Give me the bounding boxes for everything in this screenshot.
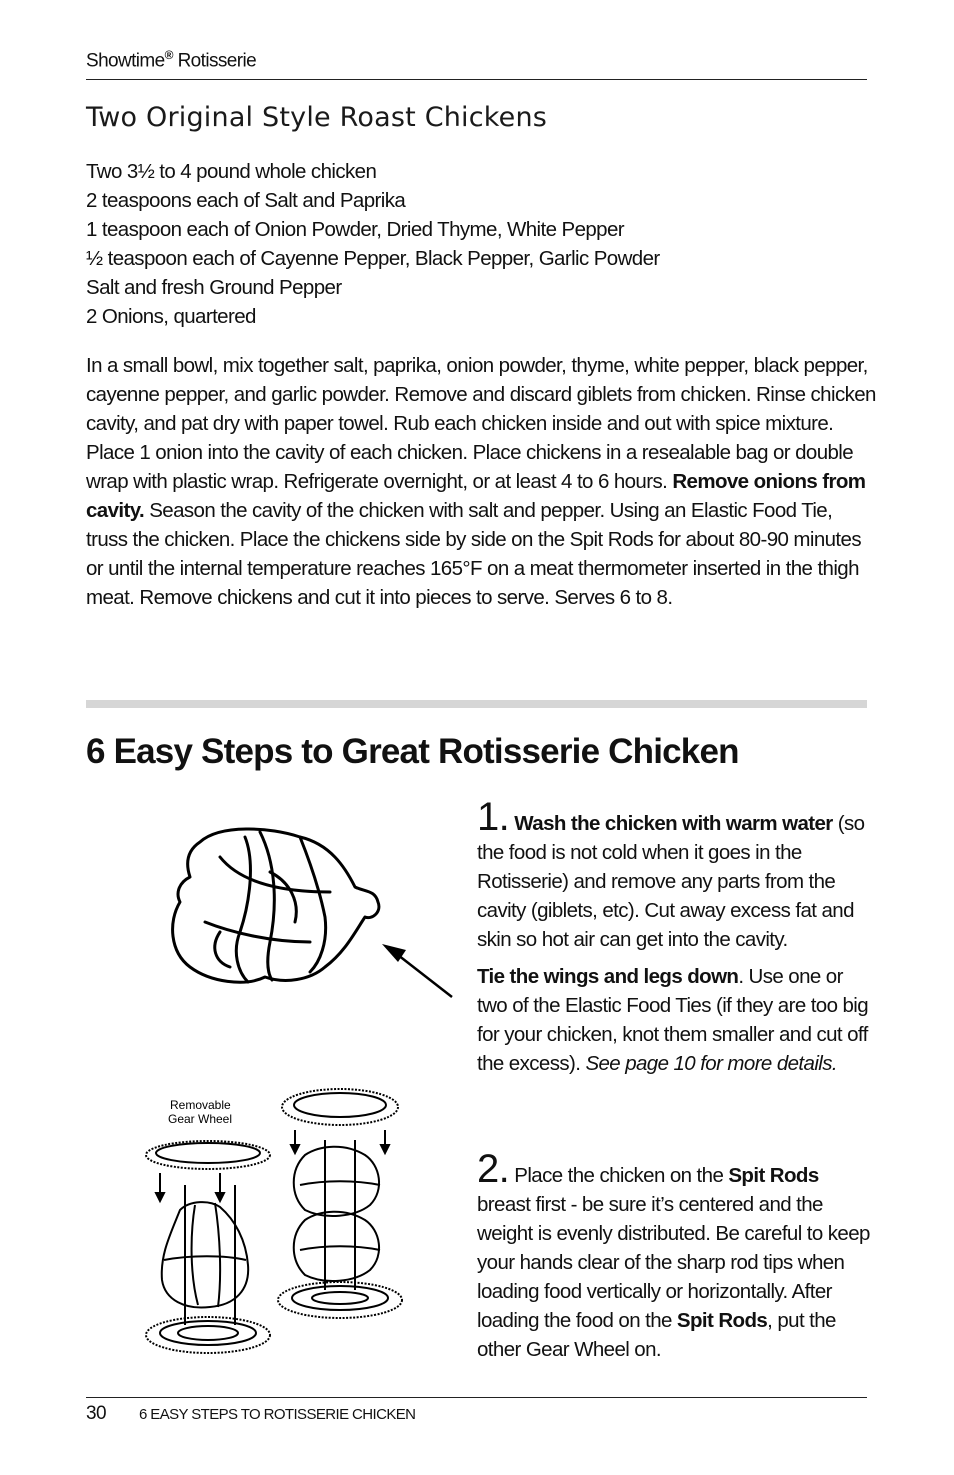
trussed-chicken-illustration [160,822,460,1002]
ingredient-item: Salt and fresh Ground Pepper [86,276,342,299]
step-1-tie-text: . Use one or two of the Elastic Food Ties (if they are too big for your chicken, knot them smaller and cut off the excess). [477,965,869,1075]
section-title: 6 Easy Steps to Great Rotisserie Chicken [86,732,739,771]
registered-mark: ® [164,48,173,62]
step-1-see-page: See page 10 for more details. [585,1052,837,1075]
step-2-bold-a: Spit Rods [728,1164,819,1187]
step-2-text-a: Place the chicken on the [514,1164,724,1187]
step-2-text-c: , put the other Gear Wheel on. [477,1309,836,1361]
step-2-bold-b: Spit Rods [676,1309,768,1332]
gear-label-line1: Removable [170,1098,231,1112]
section-divider [86,700,867,708]
ingredient-item: Two 3½ to 4 pound whole chicken [86,160,377,183]
instructions-bold: Remove onions from cavity. [86,470,866,522]
step-2-number: 2. [477,1147,510,1191]
gear-wheel-illustration [140,1085,410,1370]
ingredient-item: 2 Onions, quartered [86,305,256,328]
step-2-text-b: breast first - be sure it’s centered and the weight is evenly distributed. Be careful to keep your hands clear of the sharp rod tips when loading food vertically or horizontally. After loading the food on the [477,1193,870,1332]
step-1-number: 1. [477,795,510,839]
instructions-part1: In a small bowl, mix together salt, paprika, onion powder, thyme, white pepper, black pepper, cayenne pepper, and garlic powder. Remove and discard giblets from chicken. Rinse chicken cavity, and pat dry with paper towel. Rub each chicken inside and out with spice mixture. Place 1 onion into the cavity of each chicken. Place chickens in a resealable bag or double wrap with plastic wrap. Refrigerate overnight, or at least 4 to 6 hours. [86,354,876,493]
ingredient-list [86,157,660,331]
header-rule [86,79,867,80]
ingredient-item: 2 teaspoons each of Salt and Paprika [86,189,406,212]
step-1-heading: Wash the chicken with warm water [514,812,833,835]
footer-label: 6 EASY STEPS TO ROTISSERIE CHICKEN [139,1406,416,1423]
footer-rule [86,1397,867,1398]
running-head [86,48,256,72]
ingredient-item: ½ teaspoon each of Cayenne Pepper, Black Pepper, Garlic Powder [86,247,660,270]
instructions-part2: Season the cavity of the chicken with salt and pepper. Using an Elastic Food Tie, truss the chicken. Place the chickens side by side on the Spit Rods for about 80-90 minutes or until the internal temperature reaches 165°F on a meat thermometer inserted in the thigh meat. Remove chickens and cut it into pieces to serve. Serves 6 to 8. [86,499,861,609]
step-1 [477,795,877,1078]
step-2 [477,1147,877,1364]
recipe-title: Two Original Style Roast Chickens [86,102,548,133]
recipe-instructions [86,351,876,612]
page-number: 30 [86,1403,106,1424]
step-1-tie-heading: Tie the wings and legs down [477,965,739,988]
ingredient-item: 1 teaspoon each of Onion Powder, Dried Thyme, White Pepper [86,218,625,241]
gear-label-line2: Gear Wheel [168,1112,233,1126]
brand-name: Showtime [86,50,165,72]
step-1-text: (so the food is not cold when it goes in the Rotisserie) and remove any parts from the cavity (giblets, etc). Cut away excess fat and skin so hot air can get into the cavity. [477,812,865,951]
product-name: Rotisserie [177,50,257,72]
